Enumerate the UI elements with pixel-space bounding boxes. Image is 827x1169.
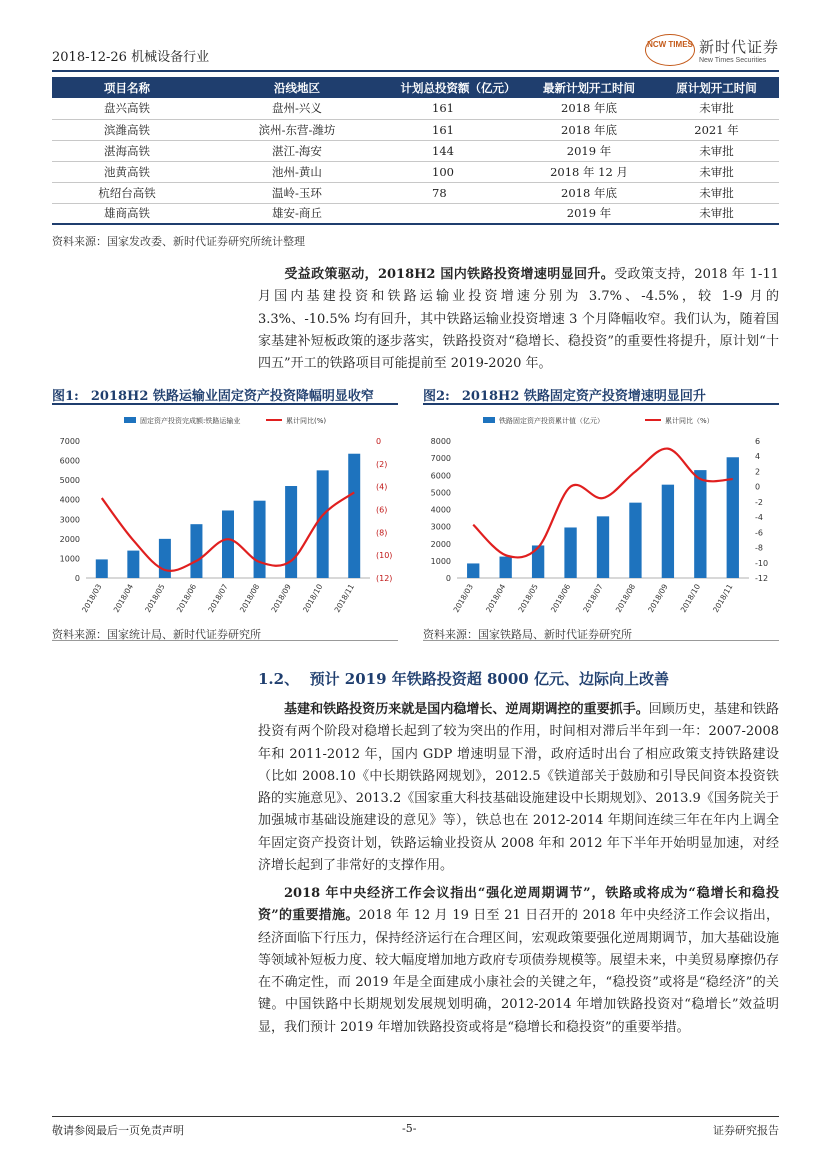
legend-swatch-bars xyxy=(124,417,136,423)
figure2-title xyxy=(423,385,779,405)
left-axis-tick: 4000 xyxy=(430,505,451,515)
bar-2018/07 xyxy=(222,510,234,578)
railway-project-table xyxy=(52,77,779,225)
para1-text: 受政策支持，2018 年 1-11 月国内基建投资和铁路运输业投资增速分别为 3.7%、-4.5%，较 1-9 月的 3.3%、-10.5% 均有回升，其中铁路运输业投资增速 3 个月降幅收窄。我们认为，随着国家基建补短板政策的逐步落实，铁路投资对“稳增长、稳投资”的重要性将提升，原计划“十四五”开工的铁路项目可能提前至 2019-2020 年。 xyxy=(258,267,779,372)
table-cell: 滨潍高铁 xyxy=(52,119,202,140)
bar-2018/06 xyxy=(190,524,202,578)
table-cell: 未审批 xyxy=(654,182,779,203)
table-cell: 2021 年 xyxy=(654,119,779,140)
bar-2018/11 xyxy=(727,457,739,578)
table-cell: 2018 年 12 月 xyxy=(524,161,654,182)
bar-2018/06 xyxy=(564,527,576,578)
page-footer xyxy=(52,1116,779,1137)
table-cell: 杭绍台高铁 xyxy=(52,182,202,203)
table-cell: 池州-黄山 xyxy=(202,161,392,182)
figure2-caption: 2018H2 铁路固定资产投资增速明显回升 xyxy=(461,389,706,404)
left-axis-tick: 2000 xyxy=(430,539,451,549)
table-source: 资料来源：国家发改委、新时代证券研究所统计整理 xyxy=(52,235,305,248)
left-axis-tick: 8000 xyxy=(430,437,451,446)
x-axis-tick: 2018/08 xyxy=(237,582,262,614)
table-row xyxy=(52,140,779,161)
x-axis-tick: 2018/09 xyxy=(646,582,670,614)
x-axis-tick: 2018/09 xyxy=(269,582,293,614)
table-cell: 78 xyxy=(392,182,524,203)
right-axis-tick: 0 xyxy=(755,482,761,492)
bar-2018/04 xyxy=(500,557,512,578)
left-axis-tick: 5000 xyxy=(430,488,451,498)
paragraph-history xyxy=(258,699,779,877)
table-header-row xyxy=(52,77,779,98)
table-row xyxy=(52,98,779,119)
legend-label-bars: 铁路固定资产投资累计值（亿元） xyxy=(499,417,604,425)
table-cell: 100 xyxy=(392,161,524,182)
table-cell: 2018 年底 xyxy=(524,182,654,203)
right-axis-tick: -12 xyxy=(755,574,769,583)
left-axis-tick: 5000 xyxy=(59,476,80,486)
x-axis-tick: 2018/03 xyxy=(451,582,475,614)
x-axis-tick: 2018/10 xyxy=(301,582,325,614)
right-axis-tick: 2 xyxy=(755,467,761,477)
table-cell: 161 xyxy=(392,119,524,140)
x-axis-tick: 2018/06 xyxy=(174,582,199,614)
left-axis-tick: 6000 xyxy=(430,471,451,481)
left-axis-tick: 4000 xyxy=(59,495,80,505)
para3-lead: 2018 年中央经济工作会议指出“强化逆周期调节”，铁路或将成为“稳增长和稳投资”的重要措施。 xyxy=(258,886,779,924)
table-header-cell: 项目名称 xyxy=(52,77,202,98)
legend-label-line: 累计同比（%） xyxy=(665,417,714,425)
table-row xyxy=(52,119,779,140)
figure1-title xyxy=(52,385,398,405)
table-cell: 未审批 xyxy=(654,161,779,182)
chart-railway-fixed-asset-investment xyxy=(423,408,779,633)
bar-2018/08 xyxy=(629,503,641,578)
right-axis-tick: -10 xyxy=(755,558,769,568)
left-axis-tick: 7000 xyxy=(59,437,80,446)
table-row xyxy=(52,182,779,203)
table-cell: 2019 年 xyxy=(524,203,654,224)
right-axis-tick: (4) xyxy=(376,482,388,492)
table-cell: 2018 年底 xyxy=(524,119,654,140)
table-cell: 湛江-海安 xyxy=(202,140,392,161)
left-axis-tick: 1000 xyxy=(430,556,451,566)
table-header-cell: 最新计划开工时间 xyxy=(524,77,654,98)
section-heading xyxy=(258,668,779,689)
left-axis-tick: 6000 xyxy=(59,456,80,466)
para2-lead: 基建和铁路投资历来就是国内稳增长、逆周期调控的重要抓手。 xyxy=(284,702,649,717)
legend-label-bars: 固定资产投资完成额:铁路运输业 xyxy=(140,417,241,425)
logo-name-cn: 新时代证券 xyxy=(698,38,779,56)
paragraph-economic-conference xyxy=(258,883,779,1039)
section-number: 1.2、 xyxy=(258,670,300,688)
figure1-caption: 2018H2 铁路运输业固定资产投资降幅明显收窄 xyxy=(90,389,374,404)
chart-railway-transport-investment xyxy=(52,408,398,633)
right-axis-tick: -8 xyxy=(755,543,763,553)
left-axis-tick: 3000 xyxy=(59,515,80,525)
para2-text: 回顾历史，基建和铁路投资有两个阶段对稳增长起到了较为突出的作用，时间相对滞后半年到一年：2007-2008 年和 2011-2012 年，国内 GDP 增速明显下滑，政府适时出台了相应政策支持铁路建设（比如 2008.10《中长期铁路网规划》，2012.5《铁道部关于鼓励和引导民间资本投资铁路的实施意见》、2013.2《国家重大科技基础设施建设中长期规划》、2013.9《国务院关于加强城市基础设施建设的意见》等），铁总也在 2012-2014 年期间连续三年在年内上调全年固定资产投资计划，铁路运输业投资从 2008 年和 2012 年下半年开始明显加速，对经济增长起到了非常好的支撑作用。 xyxy=(258,702,779,874)
left-axis-tick: 0 xyxy=(74,574,80,583)
right-axis-tick: (2) xyxy=(376,459,388,469)
legend-label-line: 累计同比(%) xyxy=(286,417,327,425)
x-axis-tick: 2018/05 xyxy=(516,582,540,614)
bar-2018/10 xyxy=(317,470,329,578)
x-axis-tick: 2018/10 xyxy=(678,582,703,614)
table-cell: 2019 年 xyxy=(524,140,654,161)
bar-2018/09 xyxy=(662,485,674,578)
x-axis-tick: 2018/07 xyxy=(581,582,605,614)
paragraph-policy-driven xyxy=(258,264,779,375)
footer-disclaimer: 敬请参阅最后一页免责声明 xyxy=(52,1124,184,1137)
bar-2018/08 xyxy=(254,501,266,578)
table-cell: 温岭-玉环 xyxy=(202,182,392,203)
bar-2018/04 xyxy=(127,551,139,578)
x-axis-tick: 2018/05 xyxy=(143,582,167,614)
table-cell: 盘兴高铁 xyxy=(52,98,202,119)
table-cell: 未审批 xyxy=(654,203,779,224)
page-number: -5- xyxy=(402,1122,417,1135)
right-axis-tick: -6 xyxy=(755,528,763,538)
right-axis-tick: 4 xyxy=(755,452,761,462)
right-axis-tick: (6) xyxy=(376,505,388,515)
x-axis-tick: 2018/11 xyxy=(332,582,356,614)
figure2-source: 资料来源：国家铁路局、新时代证券研究所 xyxy=(423,628,632,641)
x-axis-tick: 2018/08 xyxy=(613,582,638,614)
left-axis-tick: 2000 xyxy=(59,534,80,544)
table-cell: 盘州-兴义 xyxy=(202,98,392,119)
right-axis-tick: 6 xyxy=(755,437,761,446)
table-header-cell: 原计划开工时间 xyxy=(654,77,779,98)
para3-text: 2018 年 12 月 19 日至 21 日召开的 2018 年中央经济工作会议指出，经济面临下行压力，保持经济运行在合理区间，宏观政策要强化逆周期调节，加大基础设施等领域补短板力度、较大幅度增加地方政府专项债券规模等。展望未来，中美贸易摩擦仍存在不确定性，而 2019 年是全面建成小康社会的关键之年，“稳投资”或将是“稳经济”的关键。中国铁路中长期规划发展规划明确，2012-2014 年增加铁路投资对“稳增长”效益明显，我们预计 2019 年增加铁路投资或将是“稳增长和稳投资”的重要举措。 xyxy=(258,908,779,1035)
figure1-source: 资料来源：国家统计局、新时代证券研究所 xyxy=(52,628,261,641)
table-cell: 2018 年底 xyxy=(524,98,654,119)
left-axis-tick: 0 xyxy=(445,574,451,583)
table-row xyxy=(52,203,779,224)
x-axis-tick: 2018/11 xyxy=(711,582,735,614)
bar-2018/03 xyxy=(467,563,479,578)
x-axis-tick: 2018/04 xyxy=(111,582,136,614)
table-row xyxy=(52,161,779,182)
x-axis-tick: 2018/07 xyxy=(206,582,230,614)
bar-2018/11 xyxy=(348,454,360,578)
figure1-number: 图1: xyxy=(52,389,79,404)
x-axis-tick: 2018/06 xyxy=(548,582,573,614)
logo-name-en: New Times Securities xyxy=(698,57,767,64)
table-cell: 池黄高铁 xyxy=(52,161,202,182)
table-cell: 144 xyxy=(392,140,524,161)
logo-mark-icon: NCW TIMES xyxy=(645,34,695,66)
table-header-cell: 沿线地区 xyxy=(202,77,392,98)
header-date-industry: 2018-12-26 机械设备行业 xyxy=(52,50,210,65)
bar-2018/07 xyxy=(597,516,609,578)
table-cell: 滨州-东营-潍坊 xyxy=(202,119,392,140)
left-axis-tick: 1000 xyxy=(59,554,80,564)
figure2-number: 图2: xyxy=(423,389,450,404)
right-axis-tick: 0 xyxy=(376,437,382,446)
table-cell: 雄商高铁 xyxy=(52,203,202,224)
table-cell: 161 xyxy=(392,98,524,119)
bar-2018/10 xyxy=(694,470,706,578)
right-axis-tick: -2 xyxy=(755,497,763,507)
left-axis-tick: 7000 xyxy=(430,454,451,464)
table-cell: 湛海高铁 xyxy=(52,140,202,161)
table-cell xyxy=(392,203,524,224)
right-axis-tick: (12) xyxy=(376,574,393,583)
x-axis-tick: 2018/03 xyxy=(80,582,104,614)
right-axis-tick: (10) xyxy=(376,551,393,561)
x-axis-tick: 2018/04 xyxy=(484,582,508,614)
legend-swatch-bars xyxy=(483,417,495,423)
table-cell: 未审批 xyxy=(654,98,779,119)
bar-2018/03 xyxy=(96,559,108,578)
left-axis-tick: 3000 xyxy=(430,522,451,532)
page-header xyxy=(52,32,779,72)
bar-2018/05 xyxy=(159,539,171,578)
company-logo xyxy=(645,34,779,66)
right-axis-tick: (8) xyxy=(376,528,388,538)
table-header-cell: 计划总投资额（亿元） xyxy=(392,77,524,98)
table-cell: 未审批 xyxy=(654,140,779,161)
right-axis-tick: -4 xyxy=(755,513,763,523)
footer-report-type: 证券研究报告 xyxy=(713,1124,779,1137)
para1-lead: 受益政策驱动，2018H2 国内铁路投资增速明显回升。 xyxy=(284,267,615,282)
section-title: 预计 2019 年铁路投资超 8000 亿元、边际向上改善 xyxy=(309,670,669,688)
table-cell: 雄安-商丘 xyxy=(202,203,392,224)
